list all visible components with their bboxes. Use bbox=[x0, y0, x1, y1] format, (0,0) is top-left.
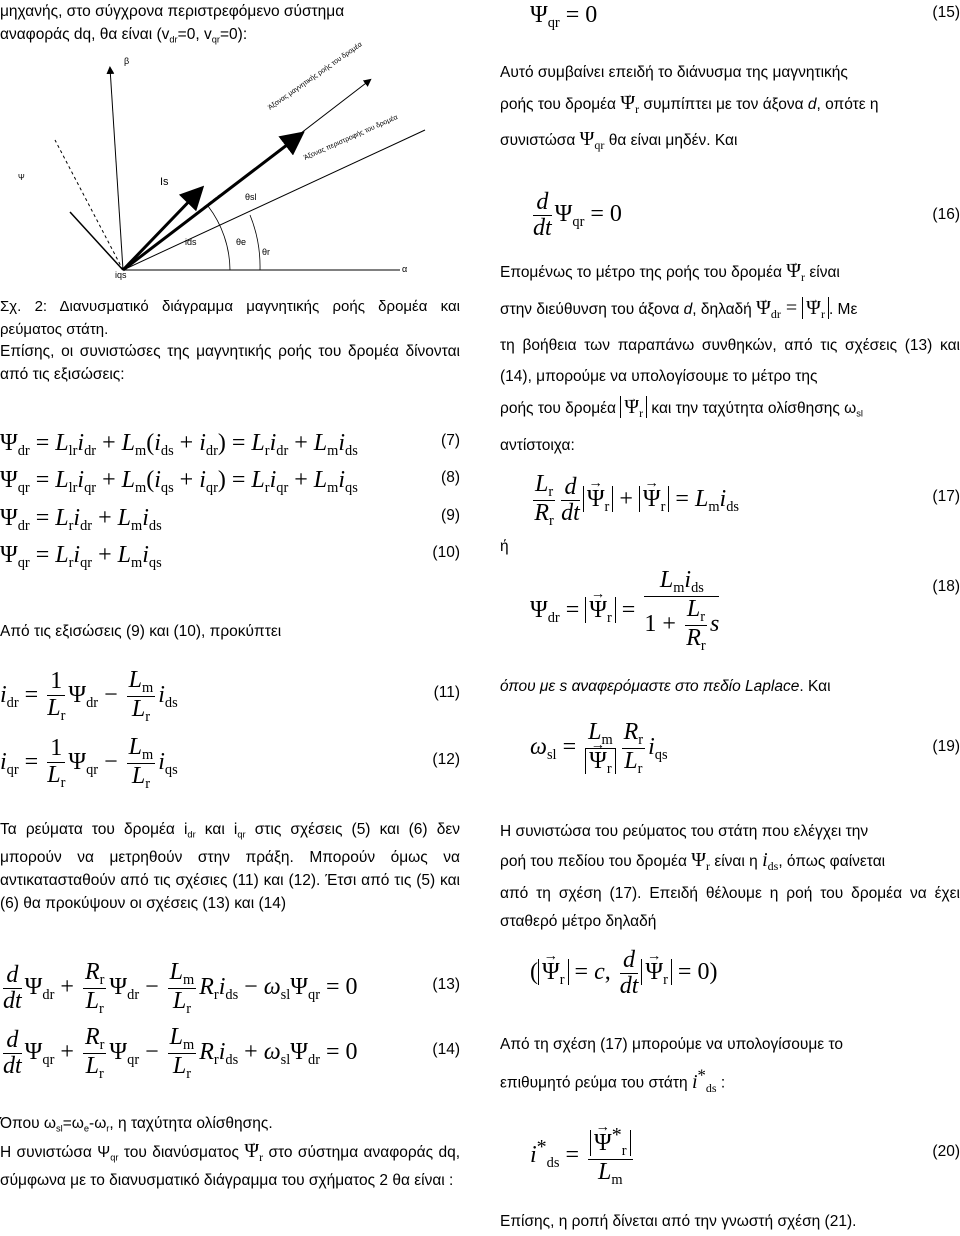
hence-paragraph: Επομένως το μέτρο της ροής του $\delta\rho o\mu έ\alpha \to \Psi_r$ είναι στην διεύθυνση του άξονα d, $\delta\eta\lambda\alpha\delta ή \to \Psi_{dr}$ = → $\Psi_r$ . Με τη βοήθεια των παραπάνω συνθηκών, από τις σχέσεις (13) και (14), μπορούμε να υπολογίσουμε το μέτρο της ροής του $\delta\rho o\mu έ\alpha \to \Psi_r$ και την ταχύτητα ολίσθησης $\omega_{sl}$ αντίστοιχα: bbox=[500, 256, 960, 461]
slip-definition: Όπου $\omega_{sl}=\omega_e-\omega_r$, η ταχύτητα ολίσθησης. bbox=[0, 1115, 273, 1134]
q-axis bbox=[55, 140, 123, 270]
equation-16-number: (16) bbox=[932, 206, 960, 223]
component-paragraph: Η συνιστώσα $\Psi_{qr}$ του $\delta\iota\alpha\nu ύ\sigma\mu\alpha\tau o\varsigma \to \Psi_r$ στο σύστημα αναφοράς dq, σύμφωνα με το διανυσματικό διάγραμμα του σχήματος 2 θα είναι : bbox=[0, 1140, 460, 1192]
d-axis-label: Άξονας μαγνητικής ροής του δρομέα bbox=[267, 41, 364, 112]
left-column bbox=[0, 0, 460, 1236]
equation-7: $\Psi_{dr} = L_{lr}i_{dr} + L_m(i_{ds} + i_{dr}) = L_ri_{dr} + L_mi_{ds}$ (7) bbox=[0, 430, 460, 460]
equation-18: $\Psi_{dr}$ = → $\Psi_r$ = $L_mi_{ds}$ 1 + $\frac{L_r}{R_r}$ s (18) bbox=[500, 556, 960, 636]
beta-axis bbox=[110, 68, 123, 270]
theta-e-label: θe bbox=[236, 237, 247, 247]
alpha-axis-label: α bbox=[402, 264, 408, 274]
laplace-text: όπου με s αναφερόμαστε στο πεδίο Laplace. Και bbox=[500, 678, 831, 695]
is-vector bbox=[123, 190, 200, 270]
equation-12: $i_{qr}$ = $\frac{1}{L_r}$ $\Psi_{qr}$ − $\frac{L_m}{L_r}$ $i_{qs}$ (12) bbox=[0, 734, 460, 793]
stator-paragraph: Η συνιστώσα του ρεύματος του στάτη που ελέγχει την ροή του πεδίου του δρομέα $\Psi_r$ είναι η $i_{ds}$, όπως φαίνεται από τη σχέση (17). Επειδή θέλουμε η ροή του δρομέα να έχει σταθερό μέτρο δηλαδή bbox=[500, 823, 960, 931]
rotor-axis-label: Άξονας περιστροφής του δρομέα bbox=[302, 113, 399, 162]
equation-10-number: (10) bbox=[432, 544, 460, 561]
equation-14: $\frac{d}{dt}$ $\Psi_{qr}$ + $\frac{R_r}{L_r}$ $\Psi_{qr}$ − $\frac{L_m}{L_r}$ $R_ri_{ds} + \omega_{sl}\Psi_{dr} = 0$ (14) bbox=[3, 1024, 460, 1083]
equation-11-number: (11) bbox=[433, 684, 460, 701]
because-paragraph: Αυτό συμβαίνει επειδή το διάνυσμα της μαγνητικής ροής του $\delta\rho o\mu έ\alpha \to \Psi_r$ συμπίπτει με τον άξονα d, οπότε η συνιστώσα $\Psi_{qr}$ θα είναι μηδέν. Και bbox=[500, 58, 960, 160]
iqs-component bbox=[70, 212, 123, 270]
vector-diagram bbox=[0, 40, 460, 280]
equation-8-number: (8) bbox=[441, 469, 460, 486]
rotor-axis bbox=[123, 130, 425, 270]
ids-component bbox=[123, 195, 220, 270]
right-column bbox=[500, 0, 960, 1236]
beta-axis-label: β bbox=[124, 56, 130, 66]
equation-8: $\Psi_{qr} = L_{lr}i_{qr} + L_m(i_{qs} + i_{qr}) = L_ri_{qr} + L_mi_{qs}$ (8) bbox=[0, 467, 460, 497]
constant-flux-condition: (→ $\Psi_r = c$, $\frac{d}{dt}$ → $\Psi_r = 0$) bbox=[500, 948, 960, 1000]
is-label: Is bbox=[160, 176, 169, 188]
equation-10: $\Psi_{qr} = L_ri_{qr} + L_mi_{qs}$ (10) bbox=[0, 542, 460, 572]
equation-12-number: (12) bbox=[432, 751, 460, 768]
equation-13-number: (13) bbox=[432, 976, 460, 993]
equation-11: $i_{dr}$ = $\frac{1}{L_r}$ $\Psi_{dr}$ − $\frac{L_m}{L_r}$ $i_{ds}$ (11) bbox=[0, 667, 460, 726]
theta-sl-label: θsl bbox=[245, 192, 257, 202]
figure-caption: Σχ. 2: Διανυσματικό διάγραμμα μαγνητικής ροής δρομέα και ρεύματος στάτη. bbox=[0, 298, 460, 338]
equation-18-number: (18) bbox=[932, 578, 960, 595]
equation-7-number: (7) bbox=[441, 432, 460, 449]
equation-17-number: (17) bbox=[932, 488, 960, 505]
or-text: ή bbox=[500, 538, 509, 555]
psi-qr-label: Ψ bbox=[18, 173, 25, 182]
from-equations-text: Από τις εξισώσεις (9) και (10), προκύπτει bbox=[0, 623, 282, 640]
equation-20-number: (20) bbox=[932, 1143, 960, 1160]
torque-text: Επίσης, η ροπή δίνεται από την γνωστή σχέση (21). bbox=[500, 1213, 857, 1230]
theta-r-arc bbox=[250, 215, 260, 270]
equation-14-number: (14) bbox=[432, 1041, 460, 1058]
flux-intro-paragraph: Επίσης, οι συνιστώσες της μαγνητικής ροής του δρομέα δίνονται από τις εξισώσεις: bbox=[0, 343, 460, 383]
theta-r-label: θr bbox=[262, 247, 271, 257]
equation-15-number: (15) bbox=[932, 4, 960, 21]
intro-paragraph: μηχανής, στο σύγχρονα περιστρεφόμενο σύστημα αναφοράς dq, θα είναι ($v_{dr}=0$, $v_{qr}=0$): bbox=[0, 3, 345, 45]
theta-e-arc bbox=[208, 206, 230, 270]
equation-15: $\Psi_{qr} = 0$ (15) bbox=[530, 2, 960, 32]
equation-17: $\frac{L_r}{R_r}$ $\frac{d}{dt}$ → $\Psi_r$ + → $\Psi_r = L_mi_{ds}$ (17) bbox=[500, 472, 960, 528]
ids-label: ids bbox=[185, 237, 197, 247]
currents-paragraph: Τα ρεύματα του δρομέα $i_{dr}$ και $i_{qr}$ στις σχέσεις (5) και (6) δεν μπορούν να μετρηθούν στην πράξη. Μπορούν όμως να αντικατασταθούν από τις σχέσιες (11) και (12). Έτσι από τις (5) και (6) θα προκύψουν οι σχέσεις (13) και (14) bbox=[0, 821, 460, 913]
from17-paragraph: Από τη σχέση (17) μπορούμε να υπολογίσουμε το επιθυμητό ρεύμα του στάτη $i^*_{ds}$ : bbox=[500, 1036, 844, 1095]
iqs-label: iqs bbox=[115, 270, 127, 280]
equation-19: $\omega_{sl}$ = $L_m$ → $\Psi_r$ $\frac{R_r}{L_r}$ $i_{qs}$ (19) bbox=[500, 720, 960, 780]
equation-13: $\frac{d}{dt}$ $\Psi_{dr}$ + $\frac{R_r}{L_r}$ $\Psi_{dr}$ − $\frac{L_m}{L_r}$ $R_ri_{ds} - \omega_{sl}\Psi_{qr} = 0$ (13) bbox=[3, 959, 460, 1018]
equation-9-number: (9) bbox=[441, 507, 460, 524]
equation-16: $\frac{d}{dt}$ $\Psi_{qr} = 0$ (16) bbox=[533, 189, 960, 242]
equation-20: $i^*_{ds}$ = → $\frac{\Psi^*_r}{L_m}$ (20) bbox=[500, 1125, 960, 1181]
equation-19-number: (19) bbox=[932, 738, 960, 755]
equation-9: $\Psi_{dr} = L_ri_{dr} + L_mi_{ds}$ (9) bbox=[0, 505, 460, 535]
